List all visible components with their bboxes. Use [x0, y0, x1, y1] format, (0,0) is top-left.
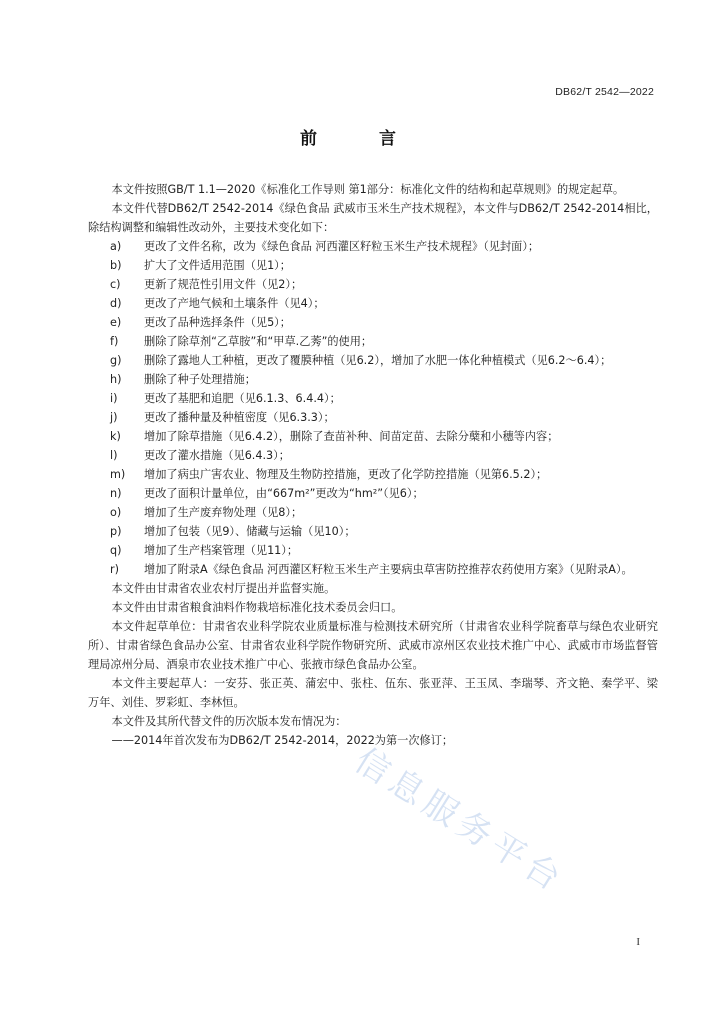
list-item-text: 更新了规范性引用文件（见2）；	[144, 278, 303, 291]
paragraph-drafting-rules: 本文件按照GB/T 1.1—2020《标准化工作导则 第1部分：标准化文件的结构和起草规则》的规定起草。	[111, 183, 625, 196]
list-item-marker: f)	[110, 335, 119, 348]
list-item-marker: e)	[110, 316, 122, 329]
list-item	[88, 370, 658, 389]
list-item-text: 增加了包装（见9）、储藏与运输（见10）；	[144, 525, 356, 538]
list-item-marker: o)	[110, 506, 122, 519]
paragraph-proposer: 本文件由甘肃省农业农村厅提出并监督实施。	[111, 582, 336, 595]
paragraph-replacement-note: 本文件代替DB62/T 2542-2014《绿色食品 武威市玉米生产技术规程》，本文件与DB62/T 2542-2014相比，除结构调整和编辑性改动外，主要技术变化如下：	[88, 202, 658, 234]
list-item-text: 删除了露地人工种植，更改了覆膜种植（见6.2），增加了水肥一体化种植模式（见6.2～6.4）；	[144, 354, 612, 367]
list-item-marker: g)	[110, 354, 122, 367]
list-item	[88, 408, 658, 427]
list-item-marker: c)	[110, 278, 121, 291]
list-item-text: 更改了文件名称，改为《绿色食品 河西灌区籽粒玉米生产技术规程》（见封面）；	[144, 240, 540, 253]
list-item-text: 增加了生产废弃物处理（见8）；	[144, 506, 303, 519]
list-item-marker: m)	[110, 468, 126, 481]
list-item-text: 增加了除草措施（见6.4.2），删除了查苗补种、间苗定苗、去除分蘖和小穗等内容；	[144, 430, 559, 443]
list-item-text: 增加了附录A《绿色食品 河西灌区籽粒玉米生产主要病虫草害防控推荐农药使用方案》（见附录A）。	[144, 563, 633, 576]
list-item-text: 增加了生产档案管理（见11）；	[144, 544, 299, 557]
list-item	[88, 313, 658, 332]
list-item	[88, 275, 658, 294]
paragraph-history-intro: 本文件及其所代替文件的历次版本发布情况为：	[111, 715, 347, 728]
list-item-marker: n)	[110, 487, 122, 500]
list-item-text: 更改了基肥和追肥（见6.1.3、6.4.4）；	[144, 392, 341, 405]
list-item-marker: i)	[110, 392, 118, 405]
history-line: ——2014年首次发布为DB62/T 2542-2014，2022为第一次修订；	[111, 734, 454, 747]
list-item-marker: k)	[110, 430, 121, 443]
list-item	[88, 294, 658, 313]
watermark: 信息服务平台	[347, 740, 573, 902]
page-title: 前 言	[300, 129, 424, 149]
list-item	[88, 446, 658, 465]
list-item-marker: q)	[110, 544, 122, 557]
list-item-marker: a)	[110, 240, 122, 253]
paragraph-drafters: 本文件主要起草人：一安芬、张正英、蒲宏中、张柱、伍东、张亚萍、王玉凤、李瑞琴、齐文艳、秦学平、梁万年、刘佳、罗彩虹、李林恒。	[88, 677, 658, 709]
list-item	[88, 256, 658, 275]
list-item-text: 删除了除草剂“乙草胺”和“甲草.乙莠”的使用；	[144, 335, 373, 348]
standard-code: DB62/T 2542—2022	[555, 86, 654, 98]
list-item-text: 增加了病虫广害农业、物理及生物防控措施，更改了化学防控措施（见第6.5.2）；	[144, 468, 548, 481]
list-item-text: 扩大了文件适用范围（见1）；	[144, 259, 291, 272]
list-item-text: 更改了面积计量单位，由“667m²”更改为“hm²”（见6）；	[144, 487, 424, 500]
list-item-marker: l)	[110, 449, 118, 462]
list-item	[88, 465, 658, 484]
list-item-marker: b)	[110, 259, 122, 272]
paragraph-committee: 本文件由甘肃省粮食油料作物栽培标准化技术委员会归口。	[111, 601, 403, 614]
list-item-marker: d)	[110, 297, 122, 310]
list-item-text: 删除了种子处理措施；	[144, 373, 256, 386]
list-item-text: 更改了播种量及种植密度（见6.3.3）；	[144, 411, 335, 424]
list-item-marker: j)	[110, 411, 118, 424]
list-item-marker: p)	[110, 525, 122, 538]
list-item	[88, 351, 658, 370]
list-item	[88, 484, 658, 503]
paragraph-drafting-units: 本文件起草单位：甘肃省农业科学院农业质量标准与检测技术研究所（甘肃省农业科学院畜草与绿色农业研究所）、甘肃省绿色食品办公室、甘肃省农业科学院作物研究所、武威市凉州区农业技术推广中心、武威市市场监督管理局凉州分局、酒泉市农业技术推广中心、张掖市绿色食品办公室。	[88, 620, 658, 671]
list-item-text: 更改了品种选择条件（见5）；	[144, 316, 291, 329]
list-item	[88, 560, 658, 579]
list-item	[88, 237, 658, 256]
list-item	[88, 522, 658, 541]
list-item-text: 更改了灌水措施（见6.4.3）；	[144, 449, 290, 462]
list-item	[88, 427, 658, 446]
list-item-text: 更改了产地气候和土壤条件（见4）；	[144, 297, 325, 310]
list-item	[88, 389, 658, 408]
page-number: I	[636, 936, 640, 948]
changes-list	[88, 237, 658, 579]
document-body	[88, 180, 658, 750]
list-item	[88, 541, 658, 560]
list-item-marker: r)	[110, 563, 119, 576]
list-item	[88, 332, 658, 351]
list-item	[88, 503, 658, 522]
list-item-marker: h)	[110, 373, 122, 386]
